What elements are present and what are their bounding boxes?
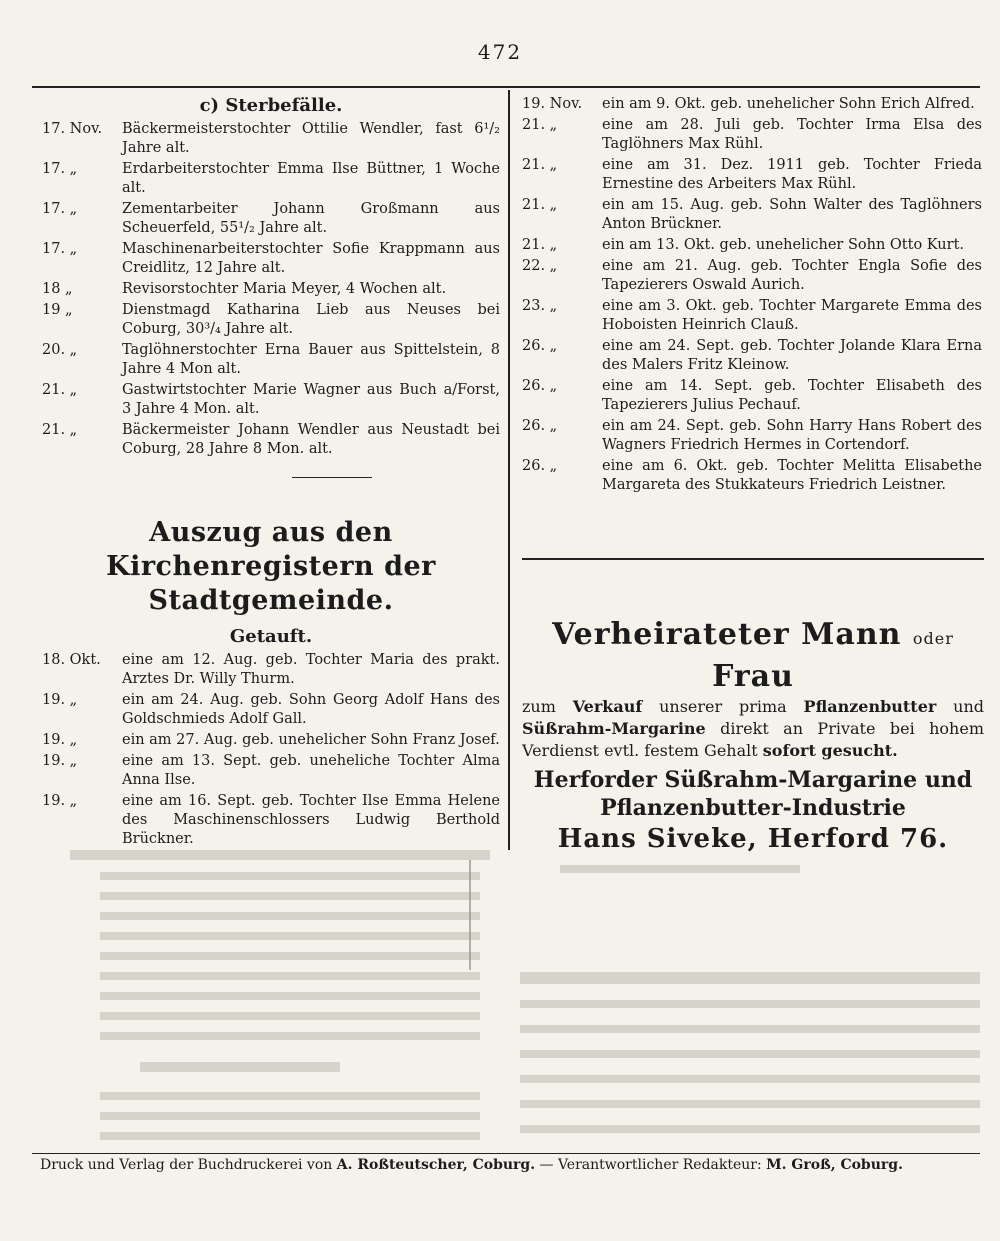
list-item [42, 240, 500, 278]
entry-date: 17. Nov. [42, 121, 103, 137]
ad-title-woman: Frau [712, 659, 794, 694]
entry-text: Taglöhnerstochter Erna Bauer aus Spittelstein, 8 Jahre 4 Mon alt. [122, 342, 500, 377]
entry-text: ein am 9. Okt. geb. unehelicher Sohn Erich Alfred. [602, 96, 975, 112]
entry-text: Bäckermeister Johann Wendler aus Neustadt bei Coburg, 28 Jahre 8 Mon. alt. [122, 422, 500, 457]
entry-date: 17. „ [42, 161, 78, 177]
entry-text: eine am 14. Sept. geb. Tochter Elisabeth des Tapezierers Julius Pechauf. [602, 378, 982, 413]
ad-advertiser-name: Hans Siveke, Herford 76. [557, 824, 949, 854]
list-item [42, 651, 500, 689]
entry-date: 18. Okt. [42, 652, 101, 668]
baptized-list-continued [522, 95, 982, 495]
list-item [522, 95, 982, 114]
ad-text: und [953, 697, 984, 716]
entry-text: Erdarbeiterstochter Emma Ilse Büttner, 1 Woche alt. [122, 161, 500, 196]
entry-text: eine am 21. Aug. geb. Tochter Engla Sofie des Tapezierers Oswald Aurich. [602, 258, 982, 293]
entry-date: 22. „ [522, 258, 558, 274]
entry-text: Zementarbeiter Johann Großmann aus Scheuerfeld, 55¹/₂ Jahre alt. [122, 201, 500, 236]
entry-text: Bäckermeisterstochter Ottilie Wendler, fast 6¹/₂ Jahre alt. [122, 121, 500, 156]
entry-text: eine am 31. Dez. 1911 geb. Tochter Frieda Ernestine des Arbeiters Max Rühl. [602, 157, 982, 192]
entry-text: eine am 16. Sept. geb. Tochter Ilse Emma Helene des Maschinenschlossers Ludwig Berthold Brückner. [122, 793, 500, 847]
ad-text: zum [522, 697, 556, 716]
list-item [522, 457, 982, 495]
list-item [522, 297, 982, 335]
list-item [522, 236, 982, 255]
entry-date: 21. „ [522, 157, 558, 173]
entry-date: 21. „ [522, 237, 558, 253]
deaths-heading: c) Sterbefälle. [199, 95, 343, 116]
entry-date: 20. „ [42, 342, 78, 358]
ad-text-bold: sofort gesucht. [762, 741, 898, 760]
entry-text: eine am 12. Aug. geb. Tochter Maria des prakt. Arztes Dr. Willy Thurm. [122, 652, 500, 687]
footer-rule [32, 1153, 980, 1154]
entry-text: ein am 27. Aug. geb. unehelicher Sohn Franz Josef. [122, 732, 500, 748]
list-item [522, 156, 982, 194]
list-item [522, 257, 982, 295]
entry-text: Gastwirtstochter Marie Wagner aus Buch a/Forst, 3 Jahre 4 Mon. alt. [122, 382, 500, 417]
entry-date: 18 „ [42, 281, 73, 297]
ad-company-line: Herforder Süßrahm-Margarine und [533, 767, 973, 793]
baptized-heading: Getauft. [229, 626, 313, 647]
entry-text: eine am 3. Okt. geb. Tochter Margarete Emma des Hoboisten Heinrich Clauß. [602, 298, 982, 333]
list-item [42, 301, 500, 339]
ad-text-bold: Pflanzenbutter [803, 697, 937, 716]
list-item [42, 341, 500, 379]
top-rule [32, 86, 980, 88]
ad-title-or: oder [912, 629, 954, 648]
list-item [42, 120, 500, 158]
entry-date: 19 „ [42, 302, 73, 318]
entry-text: Maschinenarbeiterstochter Sofie Krappmann aus Creidlitz, 12 Jahre alt. [122, 241, 500, 276]
entry-date: 19. „ [42, 793, 78, 809]
ad-text-bold: Süßrahm-Margarine [522, 719, 706, 738]
column-divider [508, 90, 510, 850]
entry-date: 17. „ [42, 241, 78, 257]
list-item [42, 381, 500, 419]
left-column [42, 95, 500, 851]
entry-date: 21. „ [522, 117, 558, 133]
ad-top-rule [522, 558, 984, 560]
list-item [42, 280, 500, 299]
ad-text: direkt an Private bei hohem Verdienst evtl. festem Gehalt [522, 719, 984, 760]
list-item [42, 200, 500, 238]
list-item [522, 116, 982, 154]
entry-date: 17. „ [42, 201, 78, 217]
entry-date: 19. „ [42, 732, 78, 748]
imprint-footer [40, 1155, 980, 1175]
ad-text: unserer prima [659, 697, 787, 716]
list-item [42, 691, 500, 729]
entry-text: eine am 6. Okt. geb. Tochter Melitta Elisabethe Margareta des Stukkateurs Friedrich Leistner. [602, 458, 982, 493]
entry-text: eine am 28. Juli geb. Tochter Irma Elsa des Taglöhners Max Rühl. [602, 117, 982, 152]
entry-date: 19. „ [42, 753, 78, 769]
entry-date: 21. „ [522, 197, 558, 213]
list-item [522, 196, 982, 234]
entry-date: 21. „ [42, 422, 78, 438]
entry-date: 26. „ [522, 458, 558, 474]
list-item [42, 752, 500, 790]
ad-title [522, 616, 984, 696]
entry-date: 19. „ [42, 692, 78, 708]
entry-text: ein am 24. Aug. geb. Sohn Georg Adolf Hans des Goldschmieds Adolf Gall. [122, 692, 500, 727]
entry-text: Revisorstochter Maria Meyer, 4 Wochen alt. [122, 281, 447, 297]
section-divider [292, 477, 372, 478]
entry-text: ein am 15. Aug. geb. Sohn Walter des Taglöhners Anton Brückner. [602, 197, 982, 232]
deaths-list [42, 120, 500, 459]
list-item [42, 421, 500, 459]
entry-date: 26. „ [522, 418, 558, 434]
entry-text: ein am 24. Sept. geb. Sohn Harry Hans Robert des Wagners Friedrich Hermes in Cortendorf. [602, 418, 982, 453]
entry-text: eine am 24. Sept. geb. Tochter Jolande Klara Erna des Malers Fritz Kleinow. [602, 338, 982, 373]
entry-date: 19. Nov. [522, 96, 583, 112]
entry-text: ein am 13. Okt. geb. unehelicher Sohn Otto Kurt. [602, 237, 965, 253]
list-item [522, 377, 982, 415]
entry-date: 26. „ [522, 378, 558, 394]
ad-title-man: Verheirateter Mann [552, 617, 902, 652]
entry-text: Dienstmagd Katharina Lieb aus Neuses bei Coburg, 30³/₄ Jahre alt. [122, 302, 500, 337]
list-item [42, 731, 500, 750]
list-item [522, 337, 982, 375]
footer-editor: M. Groß, Coburg. [766, 1157, 903, 1173]
entry-text: eine am 13. Sept. geb. uneheliche Tochter Alma Anna Ilse. [122, 753, 500, 788]
entry-date: 21. „ [42, 382, 78, 398]
ad-body [522, 696, 984, 762]
list-item [42, 160, 500, 198]
entry-date: 26. „ [522, 338, 558, 354]
extract-title: Auszug aus den Kirchenregistern der Stadtgemeinde. [106, 517, 436, 616]
advertisement [522, 616, 984, 856]
right-column [522, 95, 982, 497]
footer-text: Druck und Verlag der Buchdruckerei von [40, 1157, 333, 1173]
list-item [522, 417, 982, 455]
ad-company-line: Pflanzenbutter-Industrie [600, 795, 906, 821]
footer-printer: A. Roßteutscher, Coburg. [336, 1157, 536, 1173]
ad-company [522, 766, 984, 822]
list-item [42, 792, 500, 849]
entry-date: 23. „ [522, 298, 558, 314]
baptized-list [42, 651, 500, 849]
ad-text-bold: Verkauf [572, 697, 643, 716]
footer-text: — Verantwortlicher Redakteur: [539, 1157, 762, 1173]
page-number: 472 [477, 40, 523, 64]
